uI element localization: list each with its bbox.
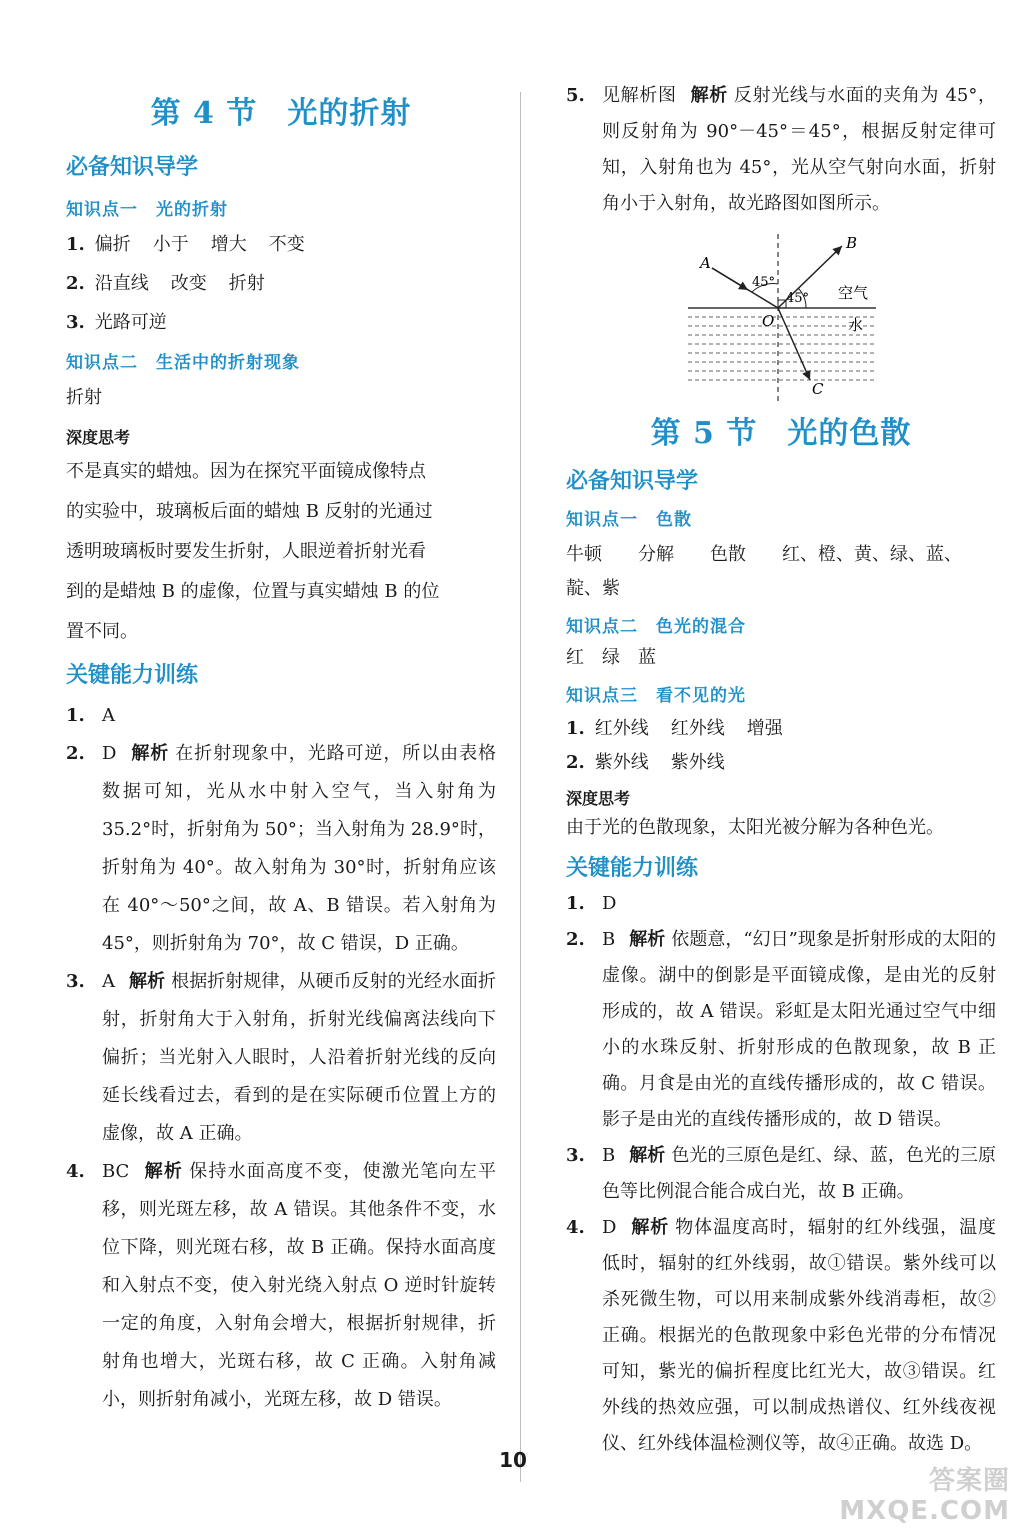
watermark-logo: 答案圈 MXQE.COM xyxy=(839,1466,1010,1526)
page-number: 10 xyxy=(499,1448,527,1472)
label-b: B xyxy=(846,234,858,252)
question-4b: 4. D 解析 物体温度高时，辐射的红外线强，温度低时，辐射的红外线弱，故①错误。紫外线可以杀死微生物，可以用来制成紫外线消毒柜，故②正确。根据光的色散现象中彩色光带的分布情况可知，紫光的偏折程度比红光大，故③错误。红外线的热效应强，可以制成热谱仪、红外线夜视仪、红外线体温检测仪等，故④正确。故选 D。 xyxy=(566,1217,997,1454)
knowledge-point-2: 知识点二 生活中的折射现象 xyxy=(66,353,300,373)
question-1b: 1. D xyxy=(566,893,617,914)
kp3-item-2: 2. 紫外线 紫外线 xyxy=(566,752,725,773)
kp1-item-3: 3. 光路可逆 xyxy=(66,312,167,333)
air-label: 空气 xyxy=(838,284,869,302)
heading-knowledge: 必备知识导学 xyxy=(66,155,199,180)
kp1-item-2: 2. 沿直线 改变 折射 xyxy=(66,273,265,294)
section-title-4: 第 4 节 光的折射 xyxy=(150,96,412,131)
refraction-diagram xyxy=(682,234,882,424)
kp1b-line-1: 牛顿 分解 色散 红、橙、黄、绿、蓝、 xyxy=(566,544,962,565)
label-o: O xyxy=(762,312,775,330)
knowledge-point-1: 知识点一 光的折射 xyxy=(66,200,228,220)
heading-knowledge-2: 必备知识导学 xyxy=(566,469,699,494)
kp1b-line-2: 靛、紫 xyxy=(566,578,620,599)
knowledge-point-3: 知识点三 看不见的光 xyxy=(566,686,746,706)
question-3: 3. A 解析 根据折射规律，从硬币反射的光经水面折射，折射角大于入射角，折射光线偏离法线向下偏折；当光射入人眼时，人沿着折射光线的反向延长线看过去，看到的是在实际硬币位置上方的虚像，故 A 正确。 xyxy=(66,971,497,1144)
deep-thinking-heading: 深度思考 xyxy=(66,428,131,447)
label-a: A xyxy=(700,254,711,272)
kp3-item-1: 1. 红外线 红外线 增强 xyxy=(566,718,783,739)
heading-training: 关键能力训练 xyxy=(66,663,199,688)
deep-thinking-text-2: 由于光的色散现象，太阳光被分解为各种色光。 xyxy=(566,817,944,838)
question-4: 4. BC 解析 保持水面高度不变，使激光笔向左平移，则光斑左移，故 A 错误。其他条件不变，水位下降，则光斑右移，故 B 正确。保持水面高度和入射点不变，使入射光绕入射点 O 逆时针旋转一定的角度，入射角会增大，根据折射规律，折射角也增大，光斑右移，故 C 正确。入射角减小，则折射角减小，光斑左移，故 D 错误。 xyxy=(66,1161,497,1410)
question-1: 1. A xyxy=(66,705,115,726)
kp2b-answer: 红 绿 蓝 xyxy=(566,647,656,668)
angle-label-2: 45° xyxy=(786,291,810,306)
question-3b: 3. B 解析 色光的三原色是红、绿、蓝，色光的三原色等比例混合能合成白光，故 B 正确。 xyxy=(566,1145,997,1202)
label-c: C xyxy=(812,380,824,398)
knowledge-point-1b: 知识点一 色散 xyxy=(566,510,692,530)
angle-label-1: 45° xyxy=(752,275,776,290)
kp1-item-1: 1. 偏折 小于 增大 不变 xyxy=(66,234,305,255)
section-title-5: 第 5 节 光的色散 xyxy=(650,416,912,451)
knowledge-point-2b: 知识点二 色光的混合 xyxy=(566,617,746,637)
column-divider xyxy=(520,92,521,1482)
question-2b: 2. B 解析 依题意，“幻日”现象是折射形成的太阳的虚像。湖中的倒影是平面镜成像，是由光的反射形成的，故 A 错误。彩虹是太阳光通过空气中细小的水珠反射、折射形成的色散现象，故 B 正确。月食是由光的直线传播形成的，故 C 错误。影子是由光的直线传播形成的，故 D 错误。 xyxy=(566,929,997,1130)
right-column xyxy=(566,78,996,222)
question-2: 2. D 解析 在折射现象中，光路可逆，所以由表格数据可知，光从水中射入空气，当入射角为 35.2°时，折射角为 50°；当入射角为 28.9°时，折射角为 40°。故入射角为 30°时，折射角应该在 40°～50°之间，故 A、B 错误。若入射角为 45°，则折射角为 70°，故 C 错误，D 正确。 xyxy=(66,743,497,954)
water-label: 水 xyxy=(848,316,864,334)
left-column xyxy=(66,80,496,1419)
deep-thinking-text: 不是真实的蜡烛。因为在探究平面镜成像特点 的实验中，玻璃板后面的蜡烛 B 反射的光通过 透明玻璃板时要发生折射，人眼逆着折射光看 到的是蜡烛 B 的虚像，位置与真实蜡烛 B 的位 置不同。 xyxy=(66,461,440,642)
kp2-answer: 折射 xyxy=(66,387,102,408)
heading-training-2: 关键能力训练 xyxy=(566,856,699,881)
right-column-lower xyxy=(566,408,996,1462)
deep-thinking-heading-2: 深度思考 xyxy=(566,789,631,808)
question-5: 5. 见解析图 解析 反射光线与水面的夹角为 45°，则反射角为 90°－45°＝45°，根据反射定律可知，入射角也为 45°，光从空气射向水面，折射角小于入射角，故光路图如图所示。 xyxy=(566,85,997,214)
